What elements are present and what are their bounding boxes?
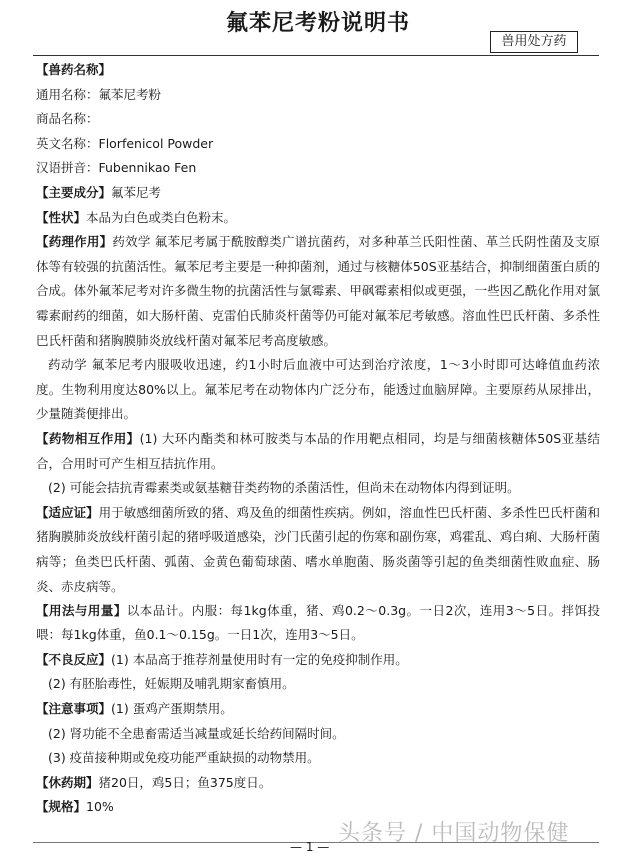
- generic-name: 通用名称：氟苯尼考粉: [36, 86, 162, 102]
- adverse-text-2: (2) 有胚胎毒性，妊娠期及哺乳期家畜慎用。: [48, 676, 295, 692]
- pharmacology-section: [36, 230, 600, 353]
- interaction-label: 【药物相互作用】: [36, 431, 140, 447]
- withdrawal-label: 【休药期】: [36, 774, 99, 790]
- spec-label: 【规格】: [36, 799, 87, 815]
- withdrawal-section: [36, 771, 600, 796]
- document-title: 氟苯尼考粉说明书: [225, 10, 410, 36]
- interaction-text-1: (1) 大环内酯类和林可胺类与本品的作用靶点相同，均是与细菌核糖体50S亚基结合，合用时可产生相互拮抗作用。: [36, 431, 600, 471]
- drug-name-label: 【兽药名称】: [36, 62, 112, 77]
- spec-text: 10%: [86, 799, 114, 815]
- property-section: [36, 206, 600, 231]
- pharmacology-text: 药效学 氟苯尼考属于酰胺醇类广谱抗菌药，对多种革兰氏阳性菌、革兰氏阴性菌及支原体等有较强的抗菌活性。氟苯尼考主要是一种抑菌剂，通过与核糖体50S亚基结合，抑制细菌蛋白质的合成。体外氟苯尼考对许多微生物的抗菌活性与氯霉素、甲砜霉素相似或更强，一些因乙酰化作用对氯霉素耐药的细菌，如大肠杆菌、克雷伯氏肺炎杆菌等仍可能对氟苯尼考敏感。溶血性巴氏杆菌、多杀性巴氏杆菌和猪胸膜肺炎放线杆菌对氟苯尼考高度敏感。: [36, 234, 600, 348]
- indication-text: 用于敏感细菌所致的猪、鸡及鱼的细菌性疾病。例如，溶血性巴氏杆菌、多杀性巴氏杆菌和猪胸膜肺炎放线杆菌引起的猪呼吸道感染，沙门氏菌引起的伤寒和副伤寒，鸡霍乱、鸡白痢、大肠杆菌病等；鱼类巴氏杆菌、弧菌、金黄色葡萄球菌、嗜水单胞菌、肠炎菌等引起的鱼类细菌性败血症、肠炎、赤皮病等。: [36, 504, 600, 594]
- caution-section: [36, 697, 600, 722]
- pharmacokinetics-text: 药动学 氟苯尼考内服吸收迅速，约1小时后血液中可达到治疗浓度，1～3小时即可达峰值血药浓度。生物利用度达80%以上。氟苯尼考在动物体内广泛分布，能透过血脑屏障。主要原药从尿排出，少量随粪便排出。: [36, 357, 600, 422]
- prescription-badge: 兽用处方药: [490, 31, 578, 53]
- indication-label: 【适应证】: [36, 504, 99, 520]
- caution-text-1: (1) 蛋鸡产蛋期禁用。: [111, 700, 233, 716]
- interaction-section: [36, 427, 600, 476]
- adverse-text-1: (1) 本品高于推荐剂量使用时有一定的免疫抑制作用。: [111, 651, 408, 667]
- ingredient-text: 氟苯尼考: [111, 184, 162, 200]
- adverse-section: [36, 648, 600, 673]
- interaction-text-2: (2) 可能会拮抗青霉素类或氨基糖苷类药物的杀菌活性，但尚未在动物体内得到证明。: [48, 480, 520, 496]
- adverse-label: 【不良反应】: [36, 651, 112, 667]
- ingredient-label: 【主要成分】: [36, 184, 112, 200]
- withdrawal-text: 猪20日，鸡5日；鱼375度日。: [98, 774, 272, 790]
- caution-label: 【注意事项】: [36, 700, 112, 716]
- english-name: 英文名称：Florfenicol Powder: [36, 135, 214, 151]
- top-rule: [33, 55, 599, 56]
- watermark-text: 头条号 / 中国动物保健: [338, 821, 570, 846]
- property-text: 本品为白色或类白色粉末。: [86, 209, 237, 225]
- caution-text-3: (3) 疫苗接种期或免疫功能严重缺损的动物禁用。: [48, 750, 320, 766]
- dosage-label: 【用法与用量】: [36, 602, 127, 618]
- caution-text-2: (2) 肾功能不全患畜需适当减量或延长给药间隔时间。: [48, 725, 345, 741]
- page-number: — 1 —: [290, 840, 330, 854]
- trade-name: 商品名称：: [36, 111, 99, 127]
- pharmacology-label: 【药理作用】: [36, 234, 113, 250]
- pinyin-name: 汉语拼音：Fubennikao Fen: [36, 160, 197, 176]
- ingredient-section: [36, 181, 600, 206]
- indication-section: [36, 501, 600, 599]
- dosage-text: 以本品计。内服：每1kg体重，猪、鸡0.2～0.3g。一日2次，连用3～5日。拌饵投喂：每1kg体重，鱼0.1～0.15g。一日1次，连用3～5日。: [36, 602, 600, 643]
- document-body: [36, 58, 600, 820]
- dosage-section: [36, 599, 600, 648]
- property-label: 【性状】: [36, 209, 87, 225]
